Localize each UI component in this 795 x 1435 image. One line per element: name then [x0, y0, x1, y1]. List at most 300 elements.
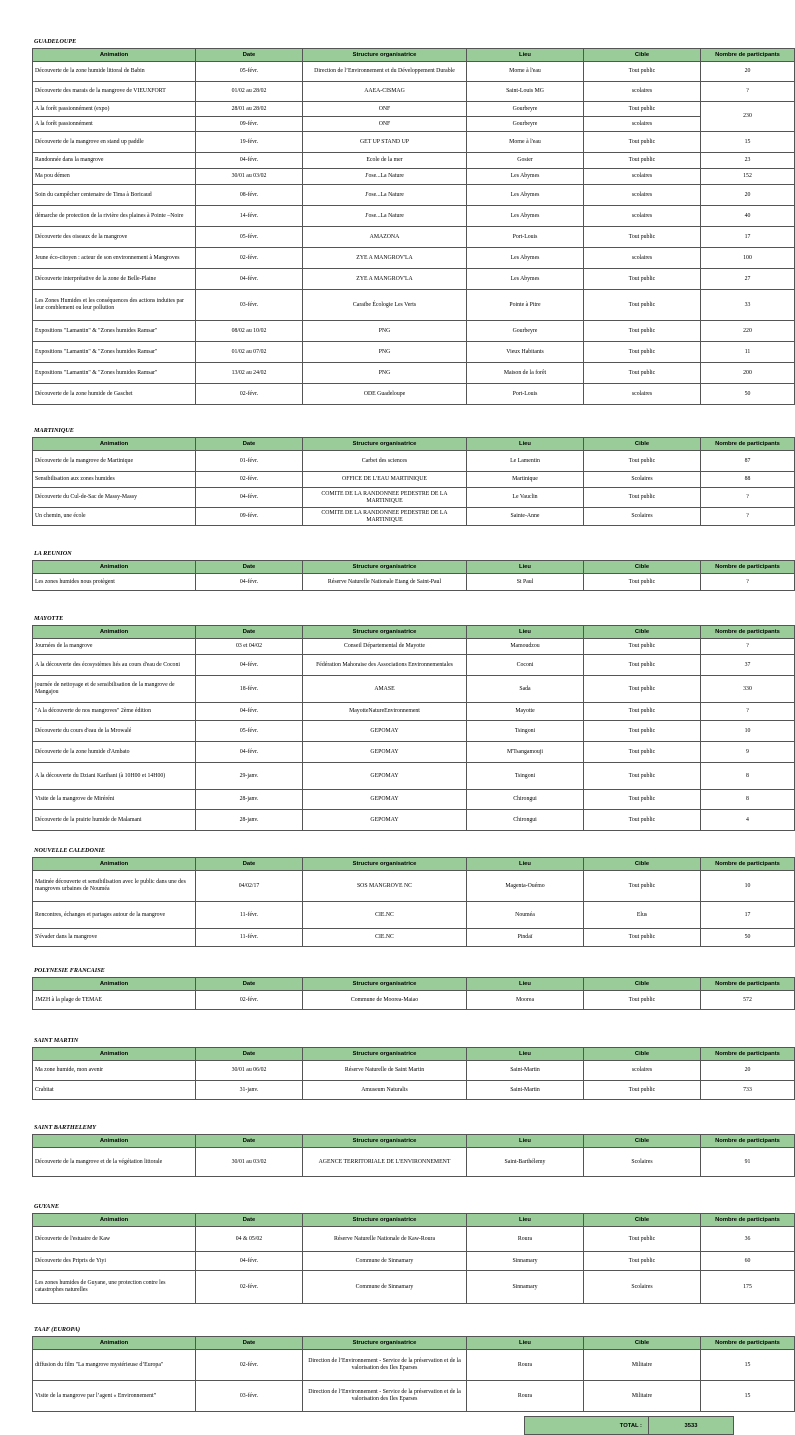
- header-animation: Animation: [33, 1135, 196, 1148]
- section-nouvelle-caledonie: [32, 847, 780, 947]
- cell-structure: Direction de l’Environnement et du Développement Durable: [303, 62, 467, 82]
- cell-cible: Tout public: [584, 227, 701, 248]
- cell-structure: J'ose...La Nature: [303, 185, 467, 206]
- cell-structure: GEPOMAY: [303, 810, 467, 831]
- cell-animation: Un chemin, une école: [33, 508, 196, 526]
- cell-date: 02-févr.: [196, 248, 303, 269]
- header-animation: Animation: [33, 858, 196, 871]
- cell-structure: MayotteNatureEnvironnement: [303, 703, 467, 721]
- document: [32, 38, 780, 1432]
- region-title: LA REUNION: [34, 550, 72, 557]
- cell-structure: Réserve Naturelle Nationale Etang de Saint-Paul: [303, 574, 467, 591]
- header-animation: Animation: [33, 626, 196, 639]
- table-row: [33, 574, 795, 591]
- cell-lieu: Les Abymes: [467, 248, 584, 269]
- header-cible: Cible: [584, 858, 701, 871]
- cell-participants: 10: [701, 871, 795, 902]
- cell-cible: Tout public: [584, 810, 701, 831]
- table-row: [33, 488, 795, 508]
- header-row: [33, 561, 795, 574]
- cell-date: 11-févr.: [196, 902, 303, 929]
- cell-lieu: Gosier: [467, 153, 584, 169]
- cell-cible: Tout public: [584, 721, 701, 742]
- header-structure: Structure organisatrice: [303, 978, 467, 991]
- header-participants: Nombre de participants: [701, 561, 795, 574]
- cell-structure: Réserve Naturelle de Saint Martin: [303, 1061, 467, 1081]
- header-structure: Structure organisatrice: [303, 1214, 467, 1227]
- events-table: [32, 625, 795, 831]
- cell-lieu: Pointe à Pitre: [467, 290, 584, 321]
- table-row: [33, 902, 795, 929]
- cell-animation: Les zones humides de Guyane, une protection contre les catastrophes naturelles: [33, 1271, 196, 1304]
- cell-date: 02-févr.: [196, 1271, 303, 1304]
- header-lieu: Lieu: [467, 1214, 584, 1227]
- cell-cible: scolaires: [584, 248, 701, 269]
- cell-date: 30/01 au 06/02: [196, 1061, 303, 1081]
- cell-date: 19-févr.: [196, 132, 303, 153]
- table-row: [33, 721, 795, 742]
- cell-participants: 230: [701, 102, 795, 132]
- cell-date: 02-févr.: [196, 991, 303, 1010]
- cell-date: 30/01 au 03/02: [196, 169, 303, 185]
- cell-animation: Visite de la mangrove par l’agent « Environnement”: [33, 1381, 196, 1412]
- header-participants: Nombre de participants: [701, 978, 795, 991]
- header-row: [33, 1214, 795, 1227]
- table-row: [33, 169, 795, 185]
- cell-lieu: Tsingoni: [467, 763, 584, 790]
- cell-participants: 220: [701, 321, 795, 342]
- cell-cible: Tout public: [584, 342, 701, 363]
- cell-structure: PNG: [303, 321, 467, 342]
- events-table: [32, 857, 795, 947]
- cell-animation: Visite de la mangrove de Miréréni: [33, 790, 196, 810]
- cell-lieu: M'Tsangamouji: [467, 742, 584, 763]
- header-cible: Cible: [584, 49, 701, 62]
- cell-date: 31-janv.: [196, 1081, 303, 1100]
- header-date: Date: [196, 1337, 303, 1350]
- cell-cible: Scolaires: [584, 472, 701, 488]
- cell-lieu: Mayotte: [467, 703, 584, 721]
- header-date: Date: [196, 1214, 303, 1227]
- cell-date: 04 & 05/02: [196, 1227, 303, 1252]
- cell-date: 04-févr.: [196, 1252, 303, 1271]
- table-row: [33, 1061, 795, 1081]
- cell-date: 30/01 au 03/02: [196, 1148, 303, 1177]
- cell-lieu: Sainte-Anne: [467, 508, 584, 526]
- cell-date: 04-févr.: [196, 574, 303, 591]
- events-table: [32, 1134, 795, 1177]
- cell-lieu: Les Abymes: [467, 185, 584, 206]
- cell-participants: 152: [701, 169, 795, 185]
- cell-structure: Direction de l’Environnement - Service de la préservation et de la valorisation des Iles Eparses: [303, 1350, 467, 1381]
- cell-animation: Expositions "Lamantin" & "Zones humides Ramsar": [33, 363, 196, 384]
- cell-lieu: Sinnamary: [467, 1271, 584, 1304]
- cell-participants: 17: [701, 227, 795, 248]
- region-title: SAINT MARTIN: [34, 1037, 79, 1044]
- cell-structure: CIE.NC: [303, 902, 467, 929]
- cell-animation: A la forêt passionnément (expo): [33, 102, 196, 117]
- cell-structure: GEPOMAY: [303, 742, 467, 763]
- cell-animation: A la découverte du Dziani Karihani (à 10H00 et 14H00): [33, 763, 196, 790]
- table-row: [33, 248, 795, 269]
- cell-date: 28-janv.: [196, 810, 303, 831]
- cell-structure: Conseil Départemental de Mayotte: [303, 639, 467, 655]
- header-participants: Nombre de participants: [701, 626, 795, 639]
- table-row: [33, 153, 795, 169]
- cell-cible: Tout public: [584, 639, 701, 655]
- cell-lieu: Coconi: [467, 655, 584, 676]
- cell-lieu: Vieux Habitants: [467, 342, 584, 363]
- cell-participants: 60: [701, 1252, 795, 1271]
- cell-cible: Tout public: [584, 676, 701, 703]
- header-animation: Animation: [33, 1214, 196, 1227]
- total-label: TOTAL :: [525, 1417, 649, 1435]
- cell-cible: Militaire: [584, 1381, 701, 1412]
- cell-cible: Tout public: [584, 451, 701, 472]
- table-row: [33, 321, 795, 342]
- section-polynesie-francaise: [32, 967, 780, 1010]
- cell-animation: journée de nettoyage et de sensibilisation de la mangrove de Mangajou: [33, 676, 196, 703]
- cell-structure: AGENCE TERRITORIALE DE L'ENVIRONNEMENT: [303, 1148, 467, 1177]
- cell-date: 04-févr.: [196, 655, 303, 676]
- header-lieu: Lieu: [467, 49, 584, 62]
- cell-structure: AAEA-CISMAG: [303, 82, 467, 102]
- region-title: GUADELOUPE: [34, 38, 77, 45]
- cell-animation: Ma pou démen: [33, 169, 196, 185]
- cell-participants: 27: [701, 269, 795, 290]
- header-lieu: Lieu: [467, 858, 584, 871]
- cell-structure: ODE Guadeloupe: [303, 384, 467, 405]
- cell-participants: 15: [701, 1381, 795, 1412]
- cell-date: 02-févr.: [196, 472, 303, 488]
- table-row: [33, 363, 795, 384]
- header-lieu: Lieu: [467, 561, 584, 574]
- header-participants: Nombre de participants: [701, 1135, 795, 1148]
- cell-animation: A la découverte des écosystèmes liés au cours d'eau de Coconi: [33, 655, 196, 676]
- table-row: [33, 102, 795, 117]
- table-row: [33, 117, 795, 132]
- cell-cible: Scolaires: [584, 1271, 701, 1304]
- cell-animation: A la forêt passionnément: [33, 117, 196, 132]
- cell-cible: Tout public: [584, 488, 701, 508]
- cell-cible: Tout public: [584, 1081, 701, 1100]
- cell-date: 08/02 au 10/02: [196, 321, 303, 342]
- cell-lieu: Roura: [467, 1227, 584, 1252]
- cell-cible: scolaires: [584, 169, 701, 185]
- cell-participants: ?: [701, 508, 795, 526]
- cell-structure: Direction de l’Environnement - Service de la préservation et de la valorisation des Iles Eparses: [303, 1381, 467, 1412]
- table-row: [33, 790, 795, 810]
- cell-animation: Découverte des Pripris de Yiyi: [33, 1252, 196, 1271]
- section-guadeloupe: [32, 38, 780, 405]
- cell-lieu: Gourbeyre: [467, 102, 584, 117]
- cell-structure: J'ose...La Nature: [303, 206, 467, 227]
- cell-structure: J'ose...La Nature: [303, 169, 467, 185]
- header-cible: Cible: [584, 1337, 701, 1350]
- cell-structure: AMAZONA: [303, 227, 467, 248]
- cell-date: 04-févr.: [196, 269, 303, 290]
- header-row: [33, 978, 795, 991]
- table-row: [33, 342, 795, 363]
- section-la-reunion: [32, 550, 780, 591]
- cell-date: 05-févr.: [196, 227, 303, 248]
- table-row: [33, 451, 795, 472]
- header-lieu: Lieu: [467, 978, 584, 991]
- cell-lieu: St Paul: [467, 574, 584, 591]
- cell-cible: Tout public: [584, 703, 701, 721]
- cell-cible: Tout public: [584, 62, 701, 82]
- cell-cible: Tout public: [584, 763, 701, 790]
- cell-lieu: Sinnamary: [467, 1252, 584, 1271]
- cell-animation: Découverte interprétative de la zone de Belle-Plaine: [33, 269, 196, 290]
- cell-participants: 733: [701, 1081, 795, 1100]
- cell-animation: Journées de la mangrove: [33, 639, 196, 655]
- cell-structure: ZYE A MANGROV'LA: [303, 248, 467, 269]
- table-row: [33, 1381, 795, 1412]
- header-row: [33, 626, 795, 639]
- region-title: GUYANE: [34, 1203, 59, 1210]
- cell-participants: 91: [701, 1148, 795, 1177]
- cell-cible: Tout public: [584, 929, 701, 947]
- table-row: [33, 1148, 795, 1177]
- cell-animation: Randonnée dans la mangrove: [33, 153, 196, 169]
- cell-structure: Ecole de la mer: [303, 153, 467, 169]
- header-date: Date: [196, 978, 303, 991]
- cell-date: 05-févr.: [196, 62, 303, 82]
- cell-date: 18-févr.: [196, 676, 303, 703]
- cell-animation: Sensibilisation aux zones humides: [33, 472, 196, 488]
- header-lieu: Lieu: [467, 1048, 584, 1061]
- header-structure: Structure organisatrice: [303, 49, 467, 62]
- table-row: [33, 290, 795, 321]
- cell-cible: Tout public: [584, 363, 701, 384]
- cell-lieu: Saint-Louis MG: [467, 82, 584, 102]
- header-row: [33, 49, 795, 62]
- cell-cible: Tout public: [584, 1227, 701, 1252]
- cell-participants: 20: [701, 185, 795, 206]
- table-row: [33, 742, 795, 763]
- section-martinique: [32, 427, 780, 526]
- header-date: Date: [196, 49, 303, 62]
- cell-structure: Carbet des sciences: [303, 451, 467, 472]
- cell-participants: 175: [701, 1271, 795, 1304]
- cell-date: 13/02 au 24/02: [196, 363, 303, 384]
- cell-structure: Commune de Moorea-Maiao: [303, 991, 467, 1010]
- table-row: [33, 639, 795, 655]
- cell-date: 01/02 au 07/02: [196, 342, 303, 363]
- cell-lieu: Chirongui: [467, 790, 584, 810]
- cell-animation: Crabitat: [33, 1081, 196, 1100]
- header-date: Date: [196, 561, 303, 574]
- cell-animation: Découverte de la mangrove de Martinique: [33, 451, 196, 472]
- header-date: Date: [196, 626, 303, 639]
- header-participants: Nombre de participants: [701, 858, 795, 871]
- cell-lieu: Mamoudzou: [467, 639, 584, 655]
- cell-date: 03 et 04/02: [196, 639, 303, 655]
- events-table: [32, 1047, 795, 1100]
- header-cible: Cible: [584, 561, 701, 574]
- cell-lieu: Roura: [467, 1350, 584, 1381]
- header-date: Date: [196, 1048, 303, 1061]
- table-row: [33, 132, 795, 153]
- cell-structure: CIE.NC: [303, 929, 467, 947]
- cell-lieu: Saint-Martin: [467, 1081, 584, 1100]
- cell-date: 09-févr.: [196, 508, 303, 526]
- cell-participants: 87: [701, 451, 795, 472]
- cell-participants: 9: [701, 742, 795, 763]
- cell-participants: 50: [701, 929, 795, 947]
- cell-participants: 20: [701, 62, 795, 82]
- header-date: Date: [196, 438, 303, 451]
- cell-date: 14-févr.: [196, 206, 303, 227]
- cell-participants: 200: [701, 363, 795, 384]
- header-row: [33, 1135, 795, 1148]
- cell-structure: ONF: [303, 102, 467, 117]
- cell-animation: Jeune éco-citoyen : acteur de son environnement à Mangroves: [33, 248, 196, 269]
- header-lieu: Lieu: [467, 626, 584, 639]
- header-structure: Structure organisatrice: [303, 1337, 467, 1350]
- header-structure: Structure organisatrice: [303, 858, 467, 871]
- cell-animation: Expositions "Lamantin" & "Zones humides Ramsar": [33, 321, 196, 342]
- cell-structure: GEPOMAY: [303, 790, 467, 810]
- header-animation: Animation: [33, 438, 196, 451]
- region-title: NOUVELLE CALEDONIE: [34, 847, 105, 854]
- header-participants: Nombre de participants: [701, 438, 795, 451]
- cell-animation: Découverte de la zone humide littoral de Babin: [33, 62, 196, 82]
- cell-participants: ?: [701, 488, 795, 508]
- table-row: [33, 62, 795, 82]
- cell-participants: 15: [701, 132, 795, 153]
- cell-structure: Amuseum Naturalis: [303, 1081, 467, 1100]
- cell-animation: Découverte de la zone humide d'Ambato: [33, 742, 196, 763]
- region-title: TAAF (EUROPA): [34, 1326, 81, 1333]
- cell-participants: ?: [701, 639, 795, 655]
- cell-cible: Tout public: [584, 574, 701, 591]
- header-animation: Animation: [33, 1048, 196, 1061]
- cell-structure: ZYE A MANGROV'LA: [303, 269, 467, 290]
- cell-lieu: Tsingoni: [467, 721, 584, 742]
- header-structure: Structure organisatrice: [303, 626, 467, 639]
- events-table: [32, 1213, 795, 1304]
- cell-date: 04/02/17: [196, 871, 303, 902]
- cell-cible: Tout public: [584, 790, 701, 810]
- cell-participants: 572: [701, 991, 795, 1010]
- header-cible: Cible: [584, 626, 701, 639]
- cell-date: 28-janv.: [196, 790, 303, 810]
- total-block: [32, 1416, 734, 1432]
- cell-lieu: Morne à l'eau: [467, 132, 584, 153]
- cell-cible: Tout public: [584, 132, 701, 153]
- cell-cible: scolaires: [584, 82, 701, 102]
- table-row: [33, 185, 795, 206]
- cell-cible: Elus: [584, 902, 701, 929]
- cell-animation: Découverte de la mangrove et de la végétation littorale: [33, 1148, 196, 1177]
- header-lieu: Lieu: [467, 1337, 584, 1350]
- header-structure: Structure organisatrice: [303, 561, 467, 574]
- table-row: [33, 1252, 795, 1271]
- cell-animation: Matinée découverte et sensibilisation avec le public dans une des mangroves urbaines de Nouméa: [33, 871, 196, 902]
- cell-lieu: Sada: [467, 676, 584, 703]
- header-cible: Cible: [584, 1048, 701, 1061]
- cell-structure: COMITE DE LA RANDONNEE PEDESTRE DE LA MARTINIQUE: [303, 488, 467, 508]
- cell-structure: Réserve Naturelle Nationale de Kaw-Roura: [303, 1227, 467, 1252]
- cell-lieu: Saint-Martin: [467, 1061, 584, 1081]
- cell-date: 08-févr.: [196, 185, 303, 206]
- cell-animation: Découverte du Cul-de-Sac de Massy-Massy: [33, 488, 196, 508]
- section-saint-barthelemy: [32, 1124, 780, 1177]
- cell-structure: SOS MANGROVE NC: [303, 871, 467, 902]
- section-mayotte: [32, 615, 780, 831]
- cell-structure: COMITE DE LA RANDONNEE PEDESTRE DE LA MARTINIQUE: [303, 508, 467, 526]
- table-row: [33, 1271, 795, 1304]
- cell-cible: scolaires: [584, 117, 701, 132]
- cell-date: 03-févr.: [196, 1381, 303, 1412]
- cell-date: 04-févr.: [196, 488, 303, 508]
- cell-cible: Tout public: [584, 655, 701, 676]
- cell-lieu: Le Lamentin: [467, 451, 584, 472]
- cell-animation: Découverte de la mangrove en stand up paddle: [33, 132, 196, 153]
- cell-participants: 15: [701, 1350, 795, 1381]
- cell-cible: Tout public: [584, 1252, 701, 1271]
- cell-lieu: Port-Louis: [467, 227, 584, 248]
- cell-date: 04-févr.: [196, 703, 303, 721]
- cell-animation: diffusion du film "La mangrove mystérieuse d’Europa": [33, 1350, 196, 1381]
- cell-date: 03-févr.: [196, 290, 303, 321]
- events-table: [32, 977, 795, 1010]
- section-saint-martin: [32, 1037, 780, 1100]
- cell-lieu: Morne à l'eau: [467, 62, 584, 82]
- cell-cible: Scolaires: [584, 1148, 701, 1177]
- cell-date: 04-févr.: [196, 153, 303, 169]
- cell-cible: Tout public: [584, 991, 701, 1010]
- cell-participants: 11: [701, 342, 795, 363]
- cell-cible: Tout public: [584, 102, 701, 117]
- header-cible: Cible: [584, 978, 701, 991]
- table-row: [33, 269, 795, 290]
- cell-lieu: Roura: [467, 1381, 584, 1412]
- header-animation: Animation: [33, 49, 196, 62]
- cell-structure: Caraïbe Écologie Les Verts: [303, 290, 467, 321]
- cell-participants: 10: [701, 721, 795, 742]
- cell-participants: 8: [701, 790, 795, 810]
- cell-animation: Découverte de la zone humide de Gaschet: [33, 384, 196, 405]
- cell-date: 01-févr.: [196, 451, 303, 472]
- cell-cible: Tout public: [584, 290, 701, 321]
- cell-animation: Découverte du cours d'eau de la Mrowalé: [33, 721, 196, 742]
- section-taaf-europa: [32, 1326, 780, 1412]
- cell-participants: 17: [701, 902, 795, 929]
- cell-lieu: Gourbeyre: [467, 321, 584, 342]
- cell-lieu: Nouméa: [467, 902, 584, 929]
- cell-animation: démarche de protection de la rivière des plaines à Pointe –Noire: [33, 206, 196, 227]
- cell-participants: 4: [701, 810, 795, 831]
- cell-animation: Découverte des oiseaux de la mangrove: [33, 227, 196, 248]
- table-row: [33, 384, 795, 405]
- cell-participants: 100: [701, 248, 795, 269]
- table-row: [33, 227, 795, 248]
- cell-lieu: Le Vauclin: [467, 488, 584, 508]
- cell-cible: Tout public: [584, 321, 701, 342]
- cell-cible: Scolaires: [584, 508, 701, 526]
- cell-animation: "A la découverte de nos mangroves" 2ème édition: [33, 703, 196, 721]
- cell-structure: Fédération Mahoraise des Associations Environnementales: [303, 655, 467, 676]
- cell-lieu: Les Abymes: [467, 169, 584, 185]
- header-date: Date: [196, 1135, 303, 1148]
- cell-participants: 50: [701, 384, 795, 405]
- cell-date: 02-févr.: [196, 384, 303, 405]
- cell-date: 11-févr.: [196, 929, 303, 947]
- cell-animation: Rencontres, échanges et partages autour de la mangrove: [33, 902, 196, 929]
